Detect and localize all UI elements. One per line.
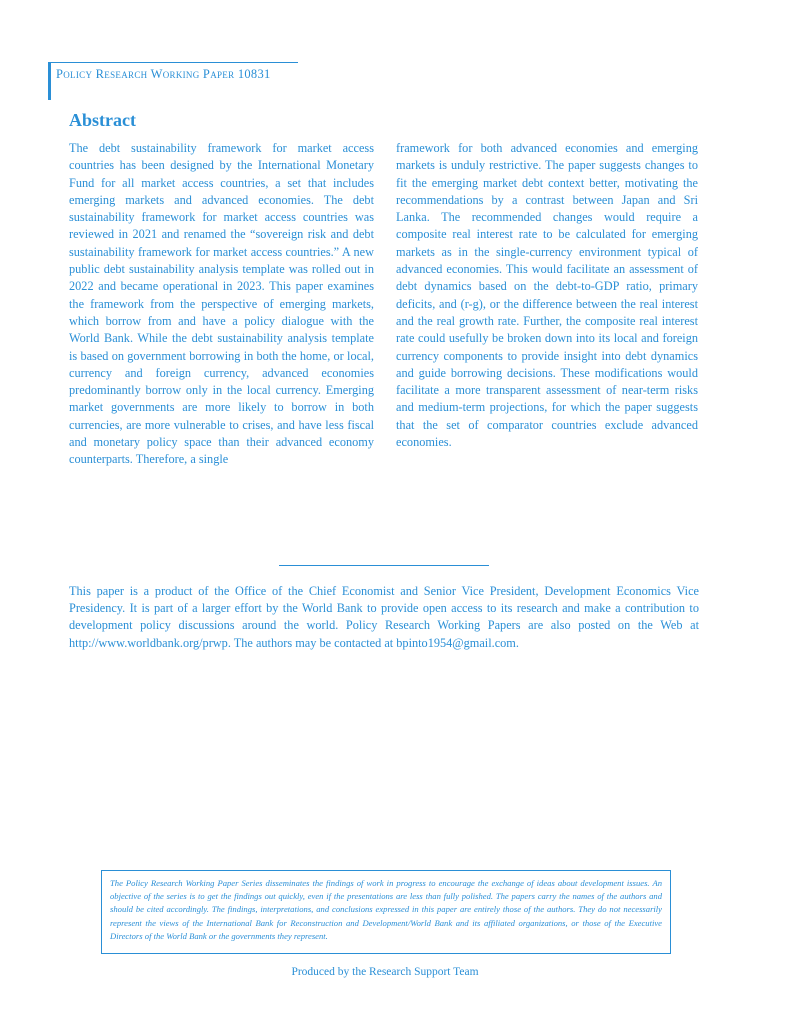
disclaimer-box [101,870,671,954]
abstract-column-right: framework for both advanced economies and emerging markets is unduly restrictive. The paper suggests changes to fit the emerging market debt context better, motivating the recommendations by a contrast between Japan and Sri Lanka. The recommended changes would require a composite real interest rate to be calculated for emerging markets as in the single-currency environment typical of advanced economies. This would facilitate an assessment of debt dynamics based on the debt-to-GDP ratio, primary deficits, and (r-g), or the difference between the real interest and the real growth rate. Further, the composite real interest rate could usefully be broken down into its local and foreign currency components to provide insight into debt dynamics and guide borrowing decisions. These modifications would facilitate a more transparent assessment of near-term risks and medium-term projections, for which the paper suggests that the set of comparator countries exclude advanced economies. [396,141,698,450]
footer-credit: Produced by the Research Support Team [291,966,479,978]
series-title: Policy Research Working Paper 10831 [56,67,271,81]
abstract-heading: Abstract [69,110,136,130]
product-note: This paper is a product of the Office of the Chief Economist and Senior Vice President, Development Economics Vice Presidency. It is part of a larger effort by the World Bank to provide open access to its research and make a contribution to development policy discussions around the world. Policy Research Working Papers are also posted on the Web at http://www.worldbank.org/prwp. The authors may be contacted at bpinto1954@gmail.com. [69,584,699,650]
section-divider [279,565,489,566]
disclaimer-text: The Policy Research Working Paper Series disseminates the findings of work in progress to encourage the exchange of ideas about development issues. An objective of the series is to get the findings out quickly, even if the presentations are less than fully polished. The papers carry the names of the authors and should be cited accordingly. The findings, interpretations, and conclusions expressed in this paper are entirely those of the authors. They do not necessarily represent the views of the International Bank for Reconstruction and Development/World Bank and its affiliated organizations, or those of the Executive Directors of the World Bank or the governments they represent. [110,878,662,941]
abstract-column-left: The debt sustainability framework for market access countries has been designed by the International Monetary Fund for all market access countries, a set that includes emerging markets and advanced economies. The debt sustainability framework for market access countries was reviewed in 2021 and renamed the “sovereign risk and debt sustainability framework for market access countries.” A new public debt sustainability analysis template was rolled out in 2022 and became operational in 2023. This paper examines the framework from the perspective of emerging markets, which borrow from and have a policy dialogue with the World Bank. While the debt sustainability analysis template is based on government borrowing in both the home, or local, currency and foreign currency, advanced economies predominantly borrow only in the local currency. Emerging market governments are more likely to borrow in both currencies, are more vulnerable to crises, and have less fiscal and monetary policy space than their advanced economy counterparts. Therefore, a single [69,141,374,467]
